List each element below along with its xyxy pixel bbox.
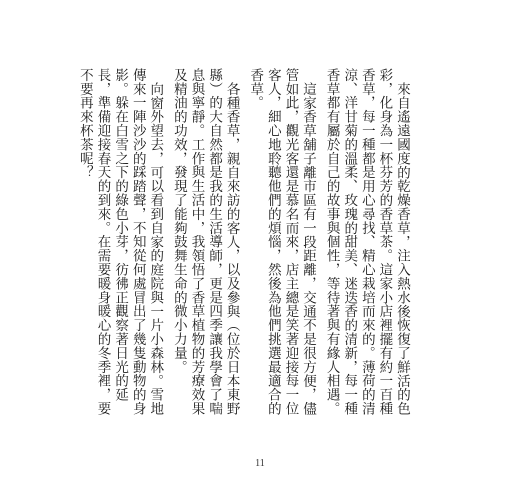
page-number: 11	[255, 458, 265, 469]
paragraph-3: 各種香草，親自來訪的客人，以及參與（位於日本東野縣）的大自然都是我的生活導師，更是四季讓我學會了喘息與寧靜。工作與生活中，我領悟了香草植物的芳療效果及精油的功效，發現了能夠鼓舞生命的微小力量。	[170, 68, 240, 416]
paragraph-4: 向窗外望去，可以看到自家的庭院與一片小森林。雪地傳來一陣沙沙的踩踏聲，不知從何處冒出了幾隻動物的身影。躲在白雪之下的綠色小芽，彷彿正觀察著日光的延長，準備迎接春天的到來。在需要暖身暖心的冬季裡，要不要再來杯茶呢？	[76, 68, 164, 416]
paragraph-2: 這家香草舖子離市區有一段距離，交通不是很方便，儘管如此，觀光客還是慕名而來，店主總是笑著迎接每一位客人，細心地聆聽他們的煩惱，然後為他們挑選最適合的香草。	[247, 68, 317, 416]
vertical-text-body	[75, 68, 410, 426]
paragraph-1: 來自遙遠國度的乾燥香草，注入熱水後恢復了鮮活的色彩，化身為一杯芬芳的香草茶。這家小店裡擺有約一百種香草，每一種都是用心尋找、精心栽培而來的。薄荷的清涼、洋甘菊的溫柔、玫瑰的甜美、迷迭香的清新，每一種香草都有屬於自己的故事與個性，等待著與有緣人相遇。	[323, 68, 410, 416]
